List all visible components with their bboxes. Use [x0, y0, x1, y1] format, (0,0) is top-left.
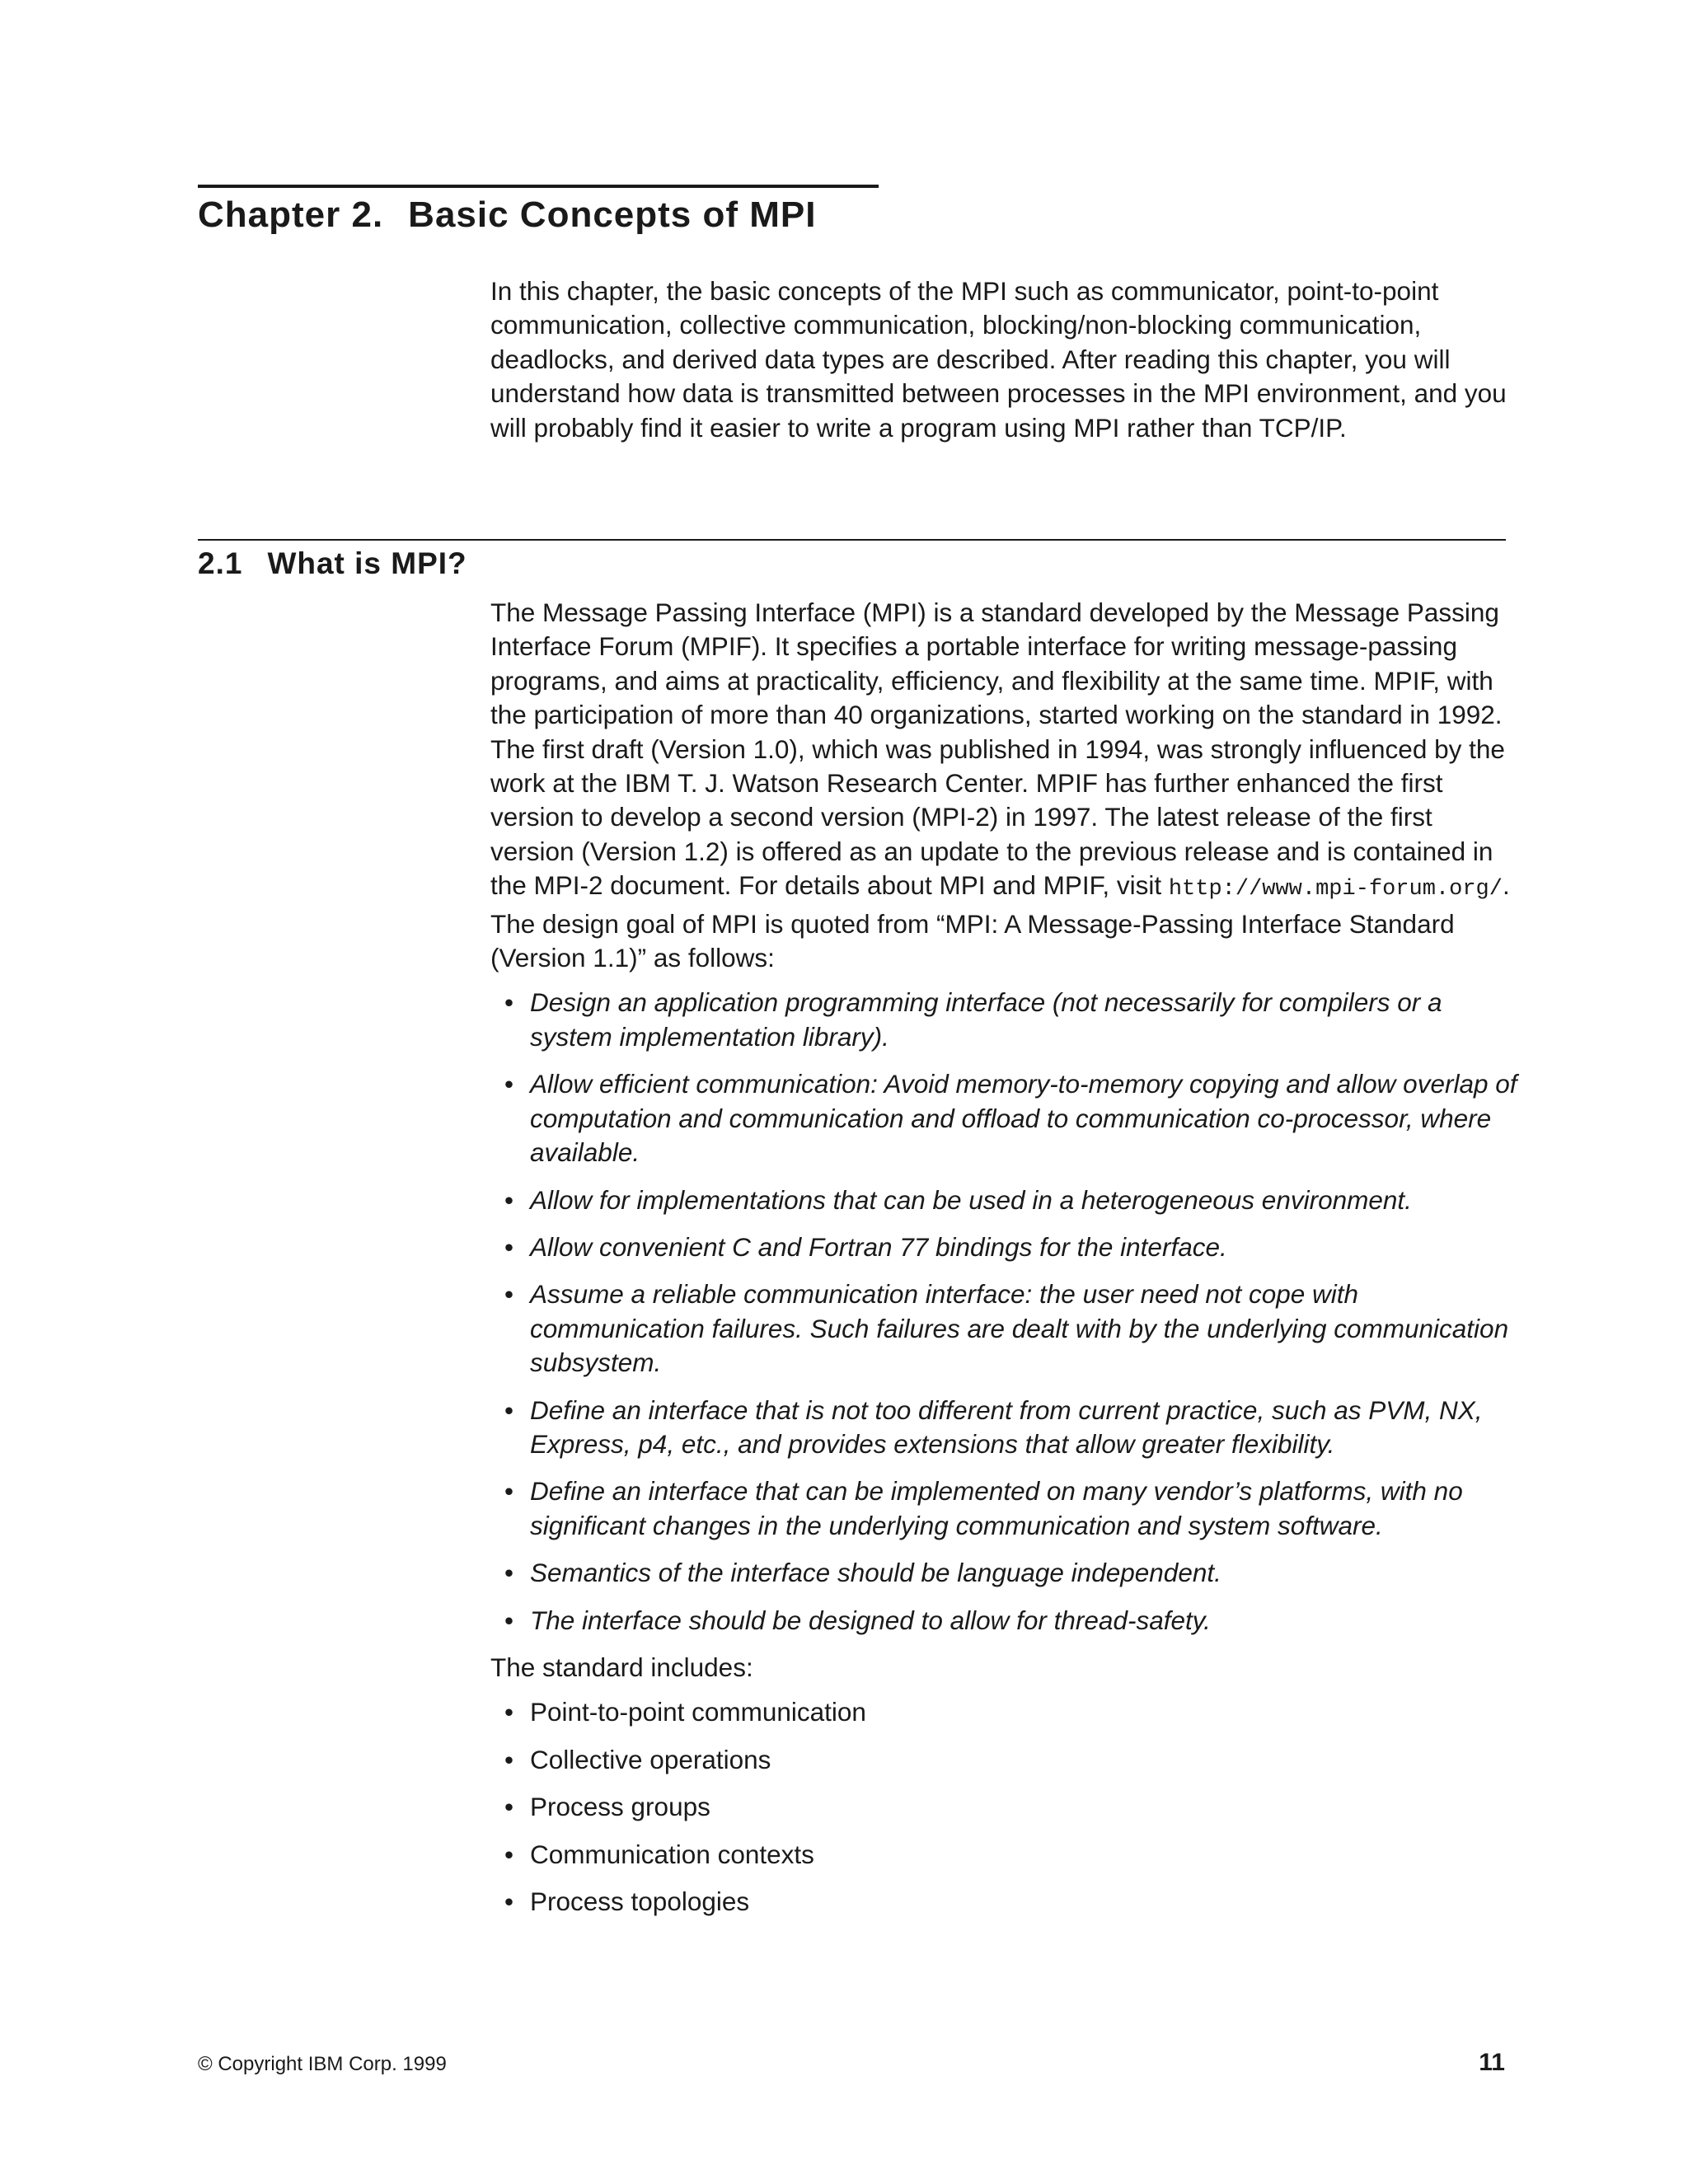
paragraph-text-after-url: . The design goal of MPI is quoted from “MPI: A Message-Passing Interface Standard (Version 1.1)” as follows: [490, 870, 1510, 973]
list-item-text: Assume a reliable communication interface: the user need not cope with communication failures. Such failures are dealt with by the underlying communication subsystem. [530, 1279, 1509, 1378]
bullet-icon: • [504, 1476, 514, 1507]
list-item-text: Point-to-point communication [530, 1697, 866, 1727]
list-item [490, 1474, 1521, 1543]
chapter-label: Chapter 2. [198, 194, 384, 235]
bullet-icon: • [504, 1231, 514, 1262]
bullet-icon: • [504, 1184, 514, 1215]
list-item [490, 1183, 1521, 1217]
section-content [490, 596, 1521, 1932]
footer-copyright: © Copyright IBM Corp. 1999 [198, 2053, 447, 2075]
list-item [490, 1556, 1521, 1590]
bullet-icon: • [504, 1069, 514, 1099]
list-item [490, 1067, 1521, 1169]
design-goals-list [490, 986, 1521, 1638]
section-rule [198, 539, 1506, 541]
list-item-text: Process topologies [530, 1886, 750, 1916]
bullet-icon: • [504, 1886, 514, 1916]
list-item [490, 1838, 1521, 1872]
list-item [490, 1885, 1521, 1919]
chapter-title-text: Basic Concepts of MPI [408, 194, 817, 235]
chapter-rule [198, 185, 879, 188]
list-item-text: Allow efficient communication: Avoid memory-to-memory copying and allow overlap of computation and communication and offload to communication co-processor, where available. [530, 1069, 1517, 1168]
section-title-text: What is MPI? [267, 546, 467, 580]
list-item [490, 1394, 1521, 1462]
list-item [490, 986, 1521, 1054]
list-item-text: Collective operations [530, 1744, 771, 1774]
list-item [490, 1277, 1521, 1380]
standard-includes-heading: The standard includes: [490, 1652, 753, 1682]
list-item [490, 1790, 1521, 1824]
list-item-text: Define an interface that can be implemented on many vendor’s platforms, with no significant changes in the underlying communication and system software. [530, 1476, 1463, 1540]
standard-includes-list [490, 1695, 1521, 1919]
list-item-text: Allow for implementations that can be used in a heterogeneous environment. [530, 1184, 1412, 1215]
page-number: 11 [1479, 2049, 1505, 2076]
list-item-text: Define an interface that is not too different from current practice, such as PVM, NX, Express, p4, etc., and provides extensions that allow greater flexibility. [530, 1394, 1483, 1459]
list-item [490, 1604, 1521, 1638]
list-item [490, 1230, 1521, 1264]
bullet-icon: • [504, 1558, 514, 1588]
bullet-icon: • [504, 1394, 514, 1425]
chapter-intro: In this chapter, the basic concepts of the MPI such as communicator, point-to-point communication, collective communication, blocking/non-blocking communication, deadlocks, and derived data types are described. After reading this chapter, you will understand how data is transmitted between processes in the MPI environment, and you will probably find it easier to write a program using MPI rather than TCP/IP. [490, 276, 1507, 443]
list-item-text: Design an application programming interface (not necessarily for compilers or a system implementation library). [530, 987, 1442, 1052]
chapter-title [198, 190, 816, 240]
bullet-icon: • [504, 1744, 514, 1774]
paragraph-text-before-url: The Message Passing Interface (MPI) is a standard developed by the Message Passing Interface Forum (MPIF). It specifies a portable interface for writing message-passing programs, and aims at practicality, efficiency, and flexibility at the same time. MPIF, with the participation of more than 40 organizations, started working on the standard in 1992. The first draft (Version 1.0), which was published in 1994, was strongly influenced by the work at the IBM T. J. Watson Research Center. MPIF has further enhanced the first version to develop a second version (MPI-2) in 1997. The latest release of the first version (Version 1.2) is offered as an update to the previous release and is contained in the MPI-2 document. For details about MPI and MPIF, visit [490, 598, 1505, 901]
list-item-text: The interface should be designed to allow for thread-safety. [530, 1605, 1211, 1635]
list-item [490, 1743, 1521, 1777]
section-title [198, 544, 467, 583]
list-item [490, 1695, 1521, 1729]
bullet-icon: • [504, 1605, 514, 1635]
bullet-icon: • [504, 987, 514, 1018]
list-item-text: Semantics of the interface should be language independent. [530, 1558, 1221, 1588]
section-number: 2.1 [198, 546, 243, 580]
bullet-icon: • [504, 1792, 514, 1822]
list-item-text: Allow convenient C and Fortran 77 bindings for the interface. [530, 1231, 1227, 1262]
bullet-icon: • [504, 1839, 514, 1869]
mpi-description-paragraph [490, 596, 1521, 975]
list-item-text: Communication contexts [530, 1839, 814, 1869]
list-item-text: Process groups [530, 1792, 710, 1822]
bullet-icon: • [504, 1279, 514, 1310]
mpi-forum-url: http://www.mpi-forum.org/ [1168, 877, 1503, 902]
bullet-icon: • [504, 1697, 514, 1727]
